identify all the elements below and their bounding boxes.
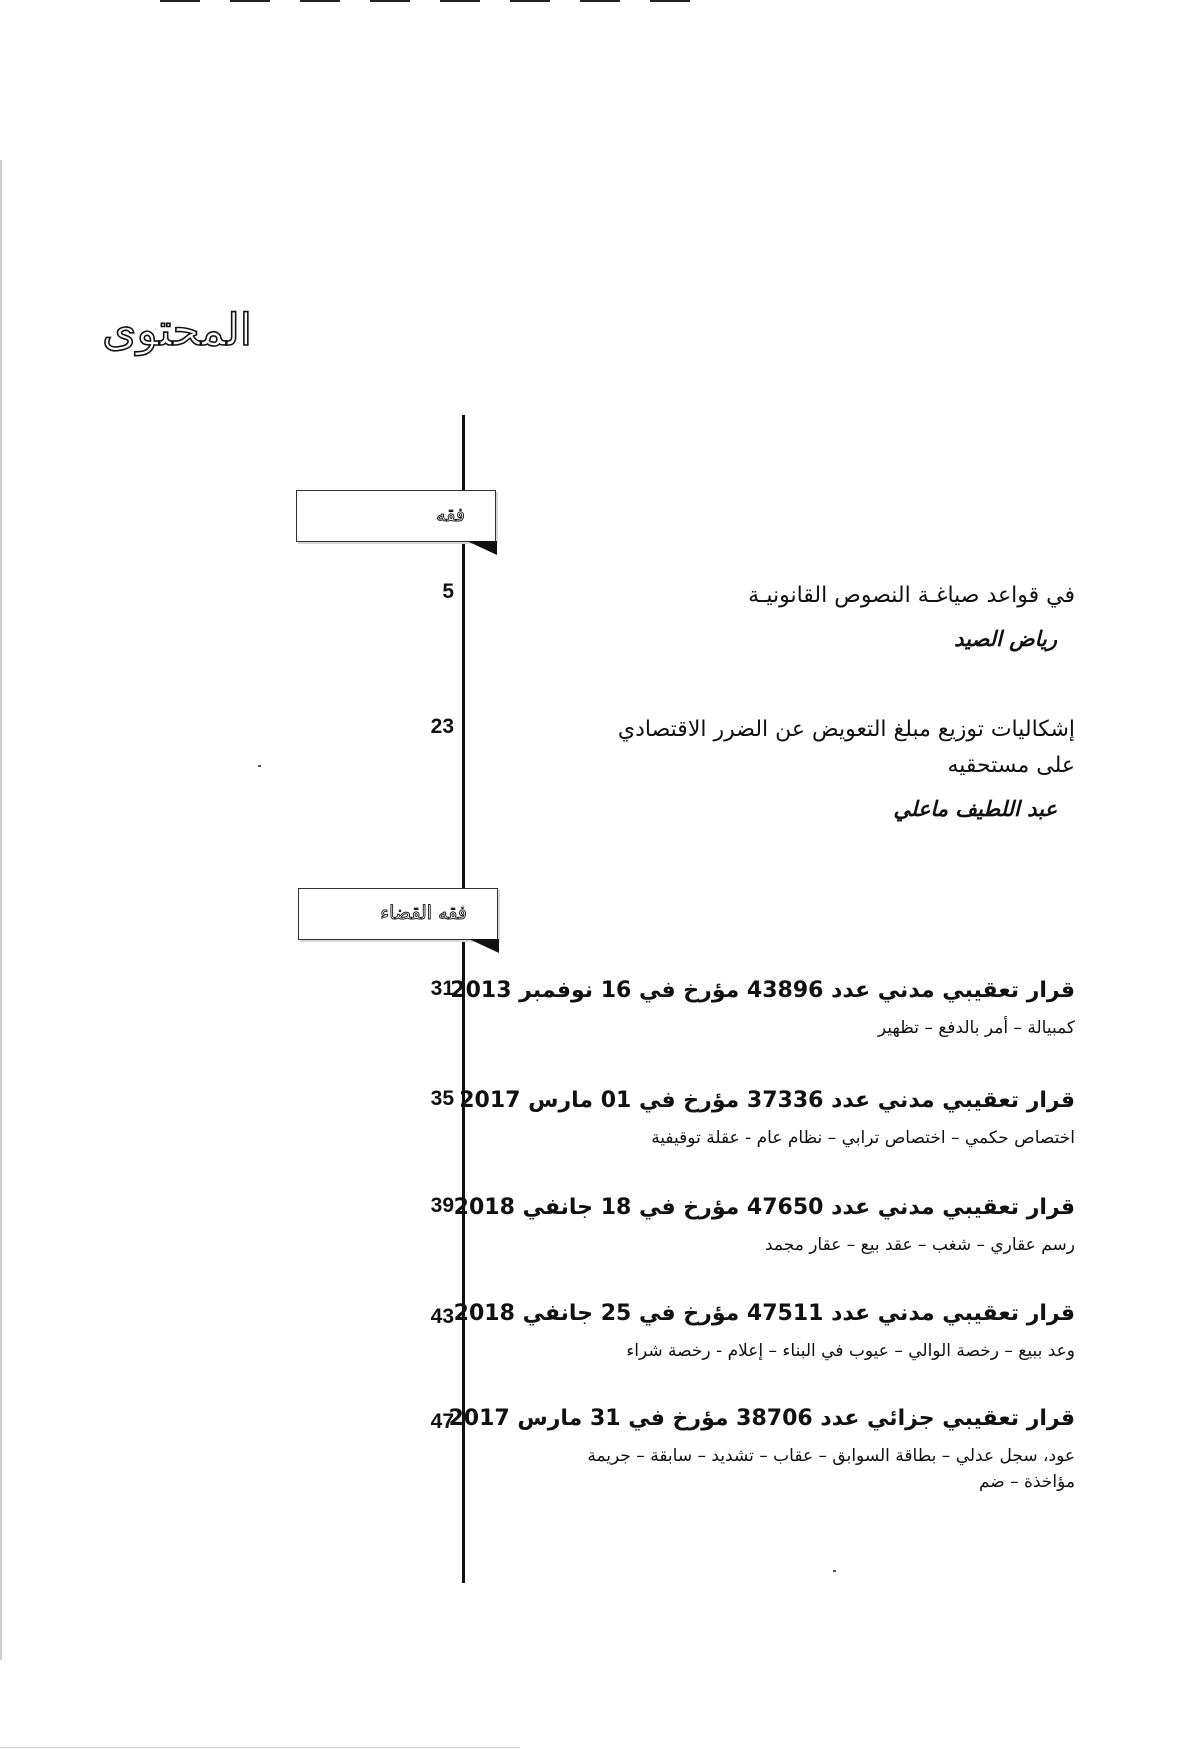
- decision-keywords: [454, 1338, 1075, 1364]
- tag-pointer-icon: [469, 939, 499, 953]
- keywords-line: رسم عقاري – شغب – عقد بيع – عقار مجمد: [764, 1235, 1075, 1255]
- decision-keywords: [454, 1232, 1075, 1258]
- article-author: عبد اللطيف ماعلي: [893, 796, 1057, 821]
- article-title-line: على مستحقيه: [947, 753, 1075, 778]
- article-title-line: إشكاليات توزيع مبلغ التعويض عن الضرر الاقتصادي: [617, 717, 1075, 742]
- page-number: 23: [430, 715, 454, 738]
- keywords-line: اختصاص حكمي – اختصاص ترابي – نظام عام - عقلة توقيفية: [651, 1128, 1075, 1148]
- article-title: [748, 578, 1075, 614]
- keywords-line: عود، سجل عدلي – بطاقة السوابق – عقاب – تشديد – سابقة – جريمة: [587, 1446, 1075, 1466]
- keywords-line: وعد ببيع – رخصة الوالي – عيوب في البناء – إعلام - رخصة شراء: [626, 1341, 1075, 1361]
- toc-article: [748, 578, 1075, 654]
- decision-keywords: [450, 1015, 1075, 1041]
- page-number: 31: [430, 977, 454, 1000]
- decision-keywords: [448, 1443, 1075, 1495]
- section-tag-jurisprudence: [298, 888, 498, 940]
- page-number: 39: [430, 1194, 454, 1217]
- keywords-line: مؤاخذة – ضم: [978, 1472, 1075, 1492]
- decision-title: قرار تعقيبي مدني عدد 47650 مؤرخ في 18 جانفي 2018: [453, 1195, 1075, 1220]
- section-label: فقه: [436, 504, 465, 526]
- scan-speck: [833, 1570, 836, 1572]
- toc-decision: [448, 1403, 1075, 1495]
- section-tag-doctrine: [296, 490, 496, 542]
- decision-keywords: [459, 1125, 1075, 1151]
- scan-artifact-bottom: [0, 1747, 520, 1748]
- toc-decision: [454, 1192, 1075, 1258]
- page-number: 47: [430, 1410, 454, 1433]
- section-label: فقه القضاء: [380, 902, 467, 924]
- scan-artifact-top: [160, 0, 720, 2]
- page-number: 35: [430, 1087, 454, 1110]
- scan-artifact-left: [0, 160, 2, 1660]
- tag-pointer-icon: [467, 541, 497, 555]
- article-title-line: في قواعد صياغـة النصوص القانونيـة: [748, 583, 1075, 608]
- page-number: 43: [430, 1305, 454, 1328]
- decision-title: قرار تعقيبي جزائي عدد 38706 مؤرخ في 31 مارس 2017: [448, 1406, 1075, 1431]
- article-title: [618, 712, 1075, 784]
- article-author: رياض الصيد: [954, 626, 1057, 651]
- toc-decision: [450, 975, 1075, 1041]
- toc-decision: [459, 1085, 1075, 1151]
- page-title: المحتوى: [102, 305, 252, 356]
- page-number: 5: [442, 580, 454, 603]
- keywords-line: كمبيالة – أمر بالدفع – تظهير: [877, 1018, 1075, 1038]
- toc-article: [618, 712, 1075, 824]
- toc-decision: [454, 1298, 1075, 1364]
- decision-title: قرار تعقيبي مدني عدد 37336 مؤرخ في 01 مارس 2017: [459, 1088, 1075, 1113]
- decision-title: قرار تعقيبي مدني عدد 47511 مؤرخ في 25 جانفي 2018: [453, 1301, 1075, 1326]
- scan-speck: [258, 765, 261, 767]
- decision-title: قرار تعقيبي مدني عدد 43896 مؤرخ في 16 نوفمبر 2013: [450, 978, 1075, 1003]
